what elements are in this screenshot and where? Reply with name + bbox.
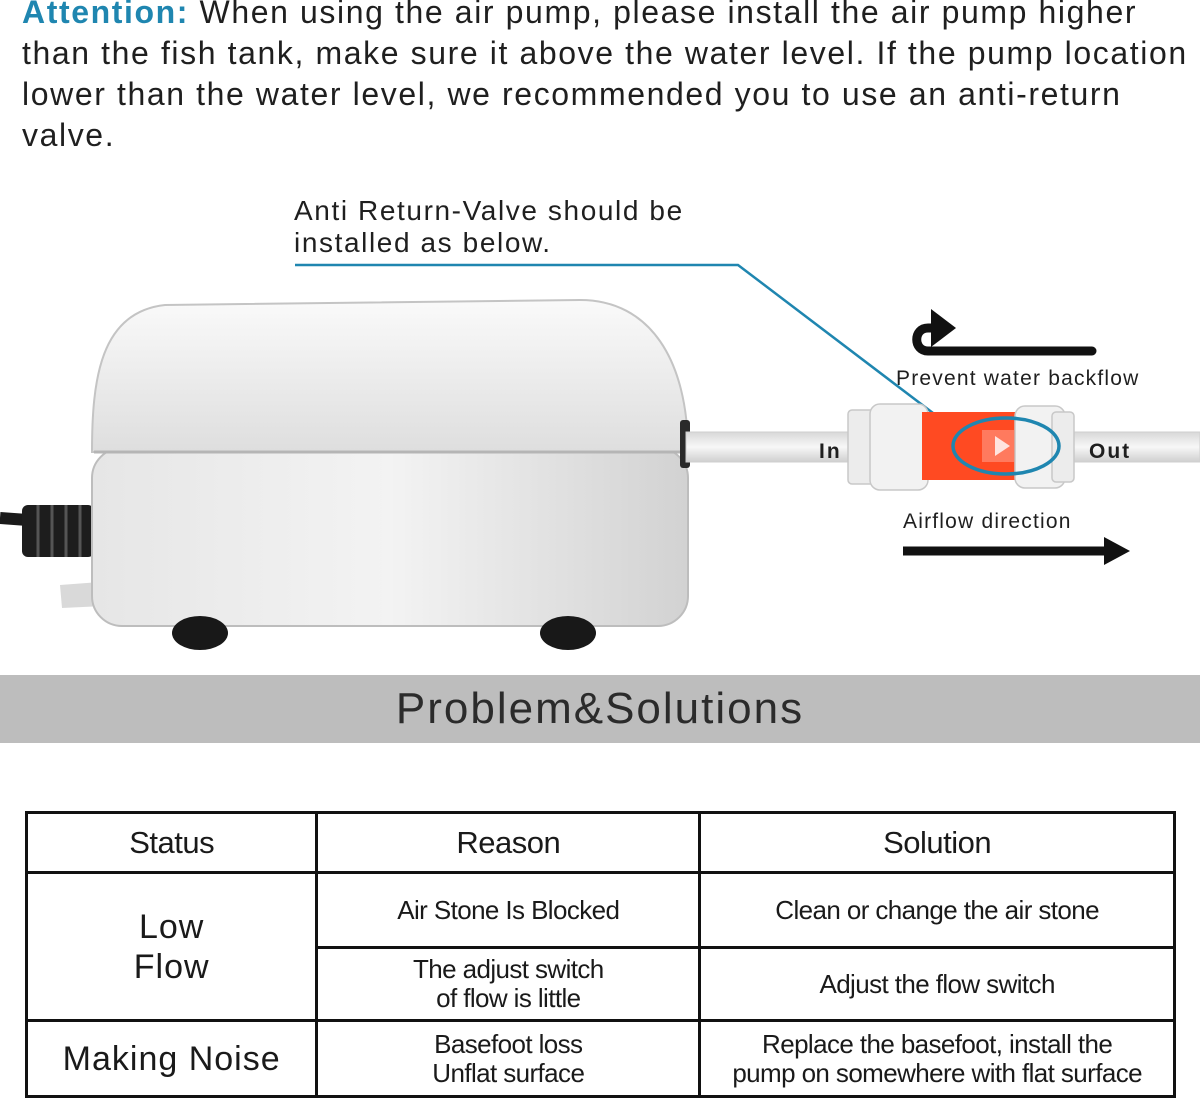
table-row — [27, 873, 1175, 948]
status-line: Flow — [133, 947, 210, 986]
airflow-direction-label: Airflow direction — [903, 510, 1072, 533]
in-label: In — [819, 440, 842, 463]
reason-line: The adjust switch — [412, 954, 604, 984]
header-status: Status — [27, 813, 317, 873]
attention-label: Attention: — [22, 0, 190, 30]
check-valve — [848, 404, 1074, 490]
table-row — [27, 1021, 1175, 1097]
callout-line-2: installed as below. — [294, 227, 552, 258]
reason-line: Basefoot loss — [434, 1028, 583, 1059]
solution-cell — [700, 1021, 1175, 1097]
reason-cell — [317, 1021, 700, 1097]
solution-line: Replace the basefoot, install the — [762, 1028, 1113, 1059]
banner-title: Problem&Solutions — [395, 684, 805, 733]
callout-line-1: Anti Return-Valve should be — [294, 195, 684, 226]
reason-cell: Air Stone Is Blocked — [317, 873, 700, 948]
prevent-backflow-label: Prevent water backflow — [896, 367, 1140, 390]
section-banner — [0, 675, 1200, 743]
solution-line: pump on somewhere with flat surface — [732, 1057, 1142, 1088]
attention-text: When using the air pump, please install the air pump higher than the fish tank, make sure it above the water level. If the pump location lower than the water level, we recommended you to use an anti-return valve. — [22, 0, 1188, 153]
status-cell-making-noise: Making Noise — [27, 1021, 317, 1097]
header-reason: Reason — [317, 813, 700, 873]
reason-line: Unflat surface — [432, 1057, 585, 1088]
status-cell-low-flow — [27, 873, 317, 1021]
reason-cell — [317, 948, 700, 1021]
header-solution: Solution — [700, 813, 1175, 873]
solution-cell: Adjust the flow switch — [700, 948, 1175, 1021]
power-cord — [0, 505, 94, 557]
air-pump — [92, 300, 690, 650]
valve-callout-text — [294, 195, 684, 259]
airflow-arrow-icon — [903, 537, 1130, 565]
solution-cell: Clean or change the air stone — [700, 873, 1175, 948]
out-label: Out — [1089, 440, 1132, 463]
status-line: Low — [138, 907, 205, 946]
backflow-arrow-icon — [917, 309, 1092, 351]
problem-solutions-table — [25, 811, 1176, 1098]
reason-line: of flow is little — [436, 983, 581, 1013]
table-header-row — [27, 813, 1175, 873]
